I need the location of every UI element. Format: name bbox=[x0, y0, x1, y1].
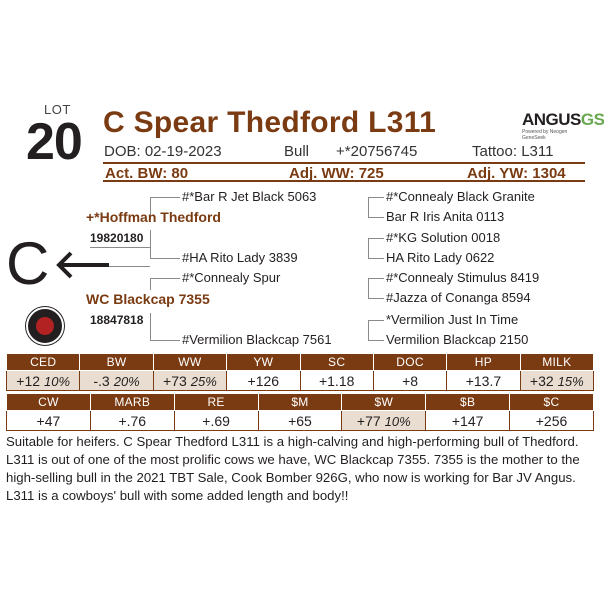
epd-label: $W bbox=[342, 394, 426, 411]
epd-value-cell bbox=[174, 411, 258, 431]
ped-dam-sire: #*Connealy Spur bbox=[182, 270, 281, 285]
ped-dam-dam: #Vermilion Blackcap 7561 bbox=[182, 332, 332, 347]
epd-label: CW bbox=[7, 394, 91, 411]
logo-gs: GS bbox=[580, 110, 604, 129]
adjusted-ww: Adj. WW: 725 bbox=[289, 165, 384, 182]
epd-value: +13.7 bbox=[465, 372, 502, 389]
registration-number: +*20756745 bbox=[336, 143, 418, 160]
ped-ds-dam: #Jazza of Conanga 8594 bbox=[386, 290, 531, 305]
tattoo: Tattoo: L311 bbox=[472, 143, 554, 160]
ped-line bbox=[368, 197, 369, 217]
epd-label: DOC bbox=[373, 354, 446, 371]
epd-value: +.76 bbox=[118, 412, 147, 429]
ped-line bbox=[368, 298, 384, 299]
ped-sire-reg: 19820180 bbox=[90, 231, 144, 245]
brand-letter: C bbox=[6, 230, 50, 297]
ped-dd-dam: Vermilion Blackcap 2150 bbox=[386, 332, 529, 347]
ped-line bbox=[368, 217, 384, 218]
epd-header-row bbox=[7, 394, 594, 411]
epd-value-row bbox=[7, 371, 594, 391]
epd-value: +1.18 bbox=[318, 372, 355, 389]
epd-label: $C bbox=[510, 394, 594, 411]
epd-value: +256 bbox=[535, 412, 568, 429]
ped-sire-dam: #HA Rito Lady 3839 bbox=[182, 250, 298, 265]
epd-label: RE bbox=[174, 394, 258, 411]
epd-value-cell bbox=[426, 411, 510, 431]
ped-line bbox=[150, 340, 180, 341]
weights-row bbox=[103, 162, 585, 182]
epd-value-cell bbox=[227, 371, 300, 391]
ped-dam: WC Blackcap 7355 bbox=[86, 291, 210, 307]
epd-value: +.69 bbox=[202, 412, 230, 429]
epd-value: +12 bbox=[16, 372, 41, 389]
epd-value: +77 bbox=[356, 412, 381, 429]
logo-word: ANGUS bbox=[522, 110, 581, 129]
epd-value-cell bbox=[7, 411, 91, 431]
epd-value-cell bbox=[80, 371, 153, 391]
epd-label: $M bbox=[258, 394, 342, 411]
epd-value-cell bbox=[520, 371, 593, 391]
ped-line bbox=[150, 230, 151, 258]
ped-line bbox=[368, 278, 369, 298]
ped-sire-sire: #*Bar R Jet Black 5063 bbox=[182, 189, 317, 204]
epd-table-1 bbox=[6, 353, 594, 391]
epd-label: WW bbox=[153, 354, 226, 371]
epd-value-cell bbox=[510, 411, 594, 431]
ped-ss-sire: #*Connealy Black Granite bbox=[386, 189, 535, 204]
ped-line bbox=[368, 258, 384, 259]
epd-value: +8 bbox=[402, 372, 419, 389]
ped-line bbox=[150, 258, 180, 259]
ped-ds-sire: #*Connealy Stimulus 8419 bbox=[386, 270, 540, 285]
epd-label: MARB bbox=[90, 394, 174, 411]
epd-value-cell bbox=[300, 371, 373, 391]
ped-line bbox=[368, 197, 384, 198]
epd-label: $B bbox=[426, 394, 510, 411]
lot-label: LOT bbox=[44, 102, 71, 117]
ped-line bbox=[368, 320, 384, 321]
epd-value-cell bbox=[342, 411, 426, 431]
epd-label: YW bbox=[227, 354, 300, 371]
ped-line bbox=[90, 247, 150, 248]
epd-value: +73 bbox=[163, 372, 187, 389]
epd-value: +32 bbox=[529, 372, 554, 389]
epd-header-row bbox=[7, 354, 594, 371]
ped-line bbox=[150, 278, 151, 290]
ped-sd-dam: HA Rito Lady 0622 bbox=[386, 250, 495, 265]
ped-line bbox=[368, 238, 384, 239]
lot-number: 20 bbox=[26, 113, 82, 171]
epd-value: +65 bbox=[288, 412, 312, 429]
ped-line bbox=[368, 278, 384, 279]
epd-table-2 bbox=[6, 393, 594, 431]
epd-label: HP bbox=[447, 354, 520, 371]
epd-label: MILK bbox=[520, 354, 593, 371]
ped-sire: +*Hoffman Thedford bbox=[86, 209, 221, 225]
epd-label: BW bbox=[80, 354, 153, 371]
ped-line bbox=[150, 278, 180, 279]
ped-dd-sire: *Vermilion Just In Time bbox=[386, 312, 519, 327]
actual-bw: Act. BW: 80 bbox=[105, 165, 189, 182]
epd-percentile: 20% bbox=[113, 373, 140, 389]
ped-line bbox=[150, 313, 151, 340]
epd-value: +47 bbox=[36, 412, 61, 429]
epd-value-cell bbox=[90, 411, 174, 431]
breeder-seal-icon bbox=[26, 307, 64, 345]
ped-ss-dam: Bar R Iris Anita 0113 bbox=[386, 209, 505, 224]
ped-line bbox=[368, 238, 369, 258]
ped-dam-reg: 18847818 bbox=[90, 313, 144, 327]
logo-tagline: Powered by Neogen GeneSeek bbox=[522, 129, 568, 141]
epd-value-cell bbox=[153, 371, 226, 391]
epd-value-cell bbox=[373, 371, 446, 391]
ped-line bbox=[368, 320, 369, 340]
epd-value: +126 bbox=[247, 372, 280, 389]
epd-value-cell bbox=[7, 371, 80, 391]
epd-value: -.3 bbox=[93, 372, 110, 389]
epd-percentile: 15% bbox=[557, 373, 584, 389]
epd-label: CED bbox=[7, 354, 80, 371]
adjusted-yw: Adj. YW: 1304 bbox=[467, 165, 566, 182]
ped-sd-sire: #*KG Solution 0018 bbox=[386, 230, 501, 245]
epd-value-cell bbox=[447, 371, 520, 391]
epd-percentile: 25% bbox=[190, 373, 217, 389]
angus-gs-logo bbox=[522, 110, 604, 141]
epd-value-row bbox=[7, 411, 594, 431]
lot-description: Suitable for heifers. C Spear Thedford L311 is a high-calving and high-performing bull of Thedford. L311 is out of one of the most prolific cows we have, WC Blackcap 7355. 7355 is the mother to the high-selling bull in the 2021 TBT Sale, Cook Bomber 926G, who now is working for Bar JV Angus. L311 is a cowboys' bull with some added length and body!! bbox=[6, 434, 580, 503]
dob: DOB: 02-19-2023 bbox=[104, 143, 222, 160]
left-arrow-icon bbox=[55, 250, 111, 280]
epd-value-cell bbox=[258, 411, 342, 431]
epd-percentile: 10% bbox=[44, 373, 71, 389]
epd-label: SC bbox=[300, 354, 373, 371]
animal-name: C Spear Thedford L311 bbox=[103, 106, 437, 139]
epd-value: +147 bbox=[451, 412, 484, 429]
sex: Bull bbox=[284, 143, 310, 160]
ped-line bbox=[150, 197, 180, 198]
ped-line bbox=[368, 340, 384, 341]
epd-percentile: 10% bbox=[384, 413, 411, 429]
